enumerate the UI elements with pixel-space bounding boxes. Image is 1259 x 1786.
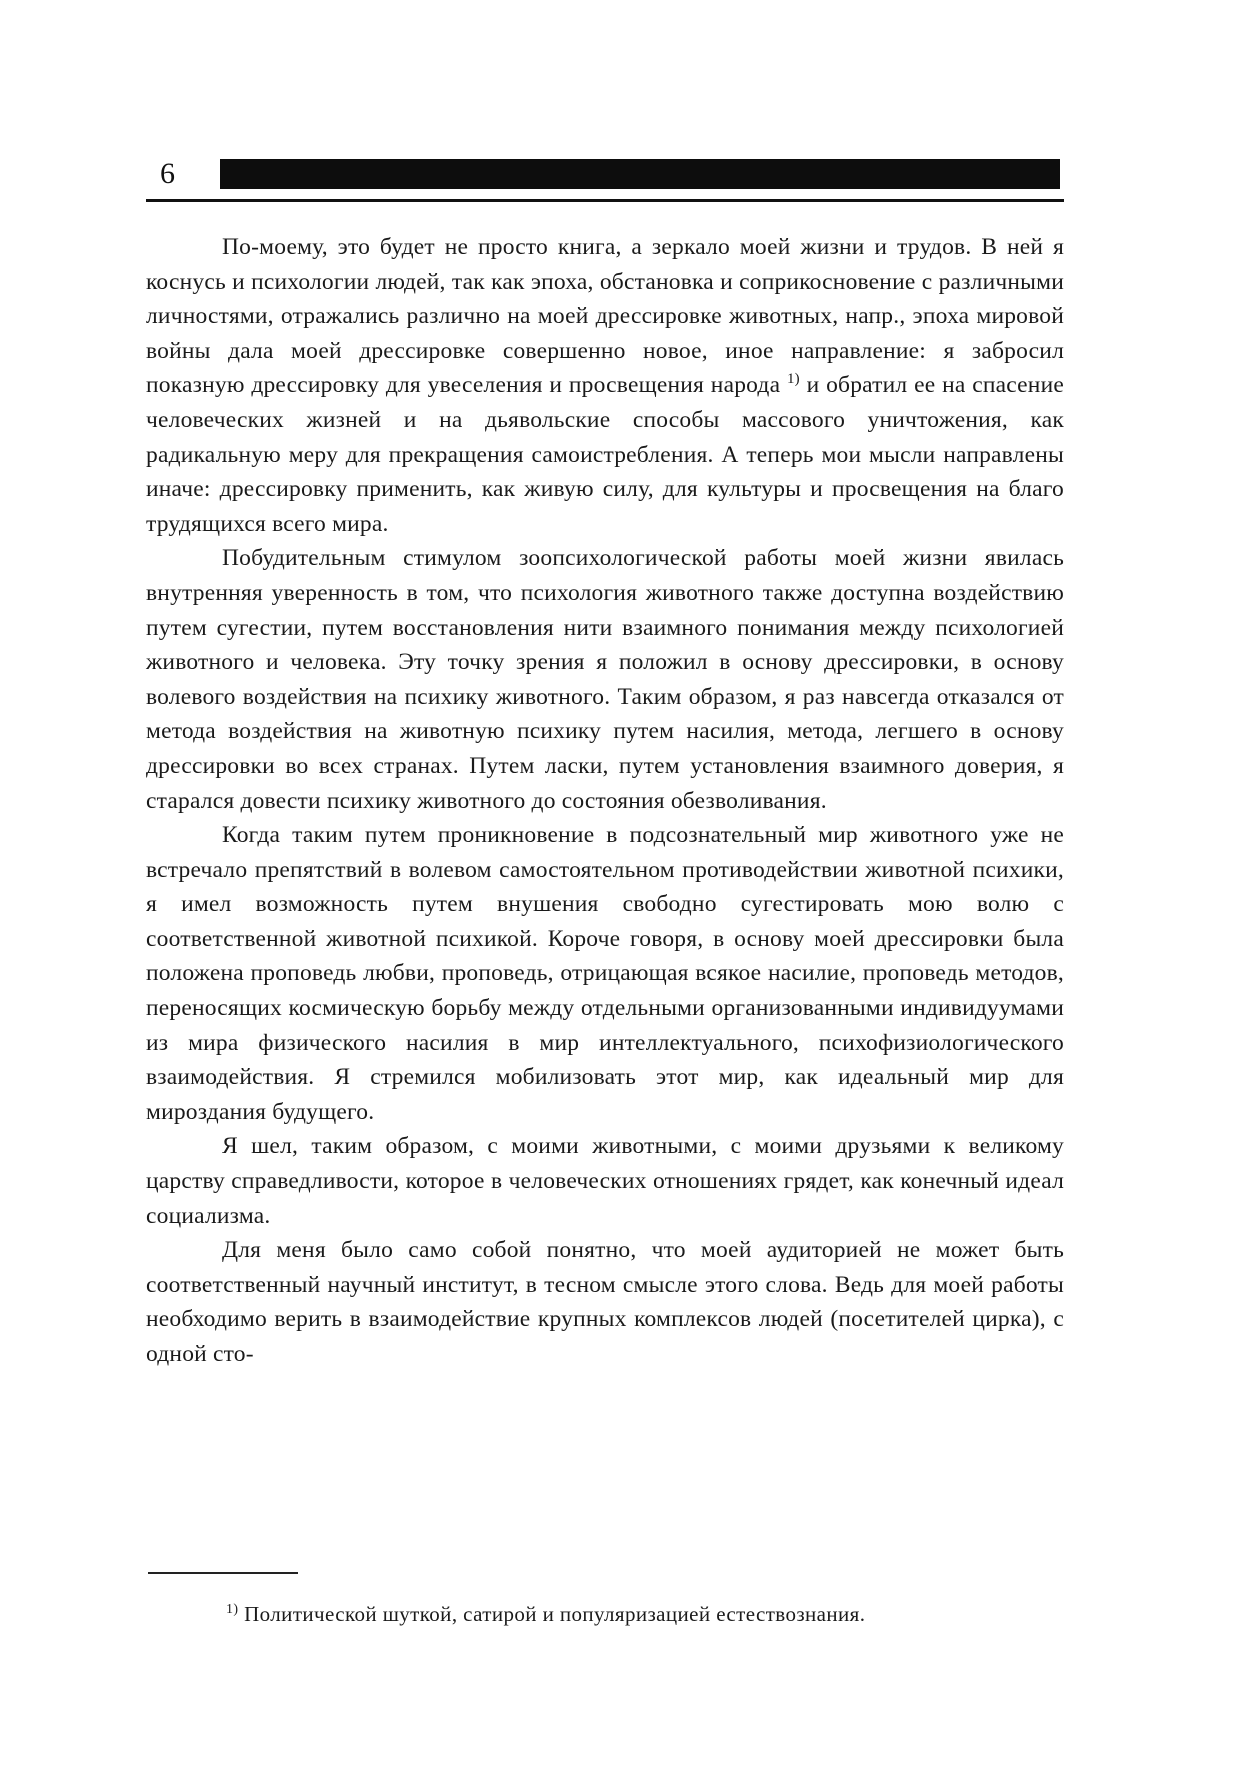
- footnote-reference: 1): [786, 371, 800, 388]
- footnote-text: Политической шуткой, сатирой и популяризацией естествознания.: [238, 1602, 866, 1626]
- body-text: [146, 230, 1064, 1372]
- paragraph-1-text: По-моему, это будет не просто книга, а зеркало моей жизни и трудов. В ней я коснусь и психологии людей, так как эпоха, обстановка и соприкосновение с различными личностями, отражались различно на моей дрессировке животных, напр., эпоха мировой войны дала моей дрессировке совершенно новое, иное направление: я забросил показную дрессировку для увеселения и просвещения народа: [146, 234, 1064, 399]
- footnote-separator: [148, 1572, 298, 1574]
- paragraph-3: Когда таким путем проникновение в подсознательный мир животного уже не встречало препятствий в волевом самостоятельном противодействии животной психики, я имел возможность путем внушения свободно сугестировать мою волю с соответственной животной психикой. Короче говоря, в основу моей дрессировки была положена проповедь любви, проповедь, отрицающая всякое насилие, проповедь методов, переносящих космическую борьбу между отдельными организованными индивидуумами из мира физического насилия в мир интеллектуального, психофизиологического взаимодействия. Я стремился мобилизовать этот мир, как идеальный мир для мироздания будущего.: [146, 822, 1064, 1125]
- paragraph-1-text-continued: и обратил ее на спасение человеческих жизней и на дьявольские способы массового уничтожения, как радикальную меру для прекращения самоистребления. А теперь мои мысли направлены иначе: дрессировку применить, как живую силу, для культуры и просвещения на благо трудящихся всего мира.: [146, 372, 1064, 537]
- footnote-marker: 1): [226, 1602, 239, 1617]
- page-header: [146, 155, 1066, 203]
- header-rule: [146, 199, 1064, 202]
- page-number: 6: [160, 157, 175, 190]
- paragraph-4: Я шел, таким образом, с моими животными, с моими друзьями к великому царству справедливости, которое в человеческих отношениях грядет, как конечный идеал социализма.: [146, 1133, 1064, 1229]
- paragraph-2: Побудительным стимулом зоопсихологической работы моей жизни явилась внутренняя уверенность в том, что психология животного также доступна воздействию путем сугестии, путем восстановления нити взаимного понимания между психологией животного и человека. Эту точку зрения я положил в основу дрессировки, в основу волевого воздействия на психику животного. Таким образом, я раз навсегда отказался от метода воздействия на животную психику путем насилия, метода, легшего в основу дрессировки во всех странах. Путем ласки, путем установления взаимного доверия, я старался довести психику животного до состояния обезволивания.: [146, 545, 1064, 814]
- header-ornament-bar: [220, 159, 1060, 189]
- paragraph-1: [146, 230, 1064, 541]
- footnote: [226, 1600, 1066, 1628]
- paragraph-5: Для меня было само собой понятно, что моей аудиторией не может быть соответственный научный институт, в тесном смысле этого слова. Ведь для моей работы необходимо верить в взаимодействие крупных комплексов людей (посетителей цирка), с одной сто-: [146, 1237, 1064, 1367]
